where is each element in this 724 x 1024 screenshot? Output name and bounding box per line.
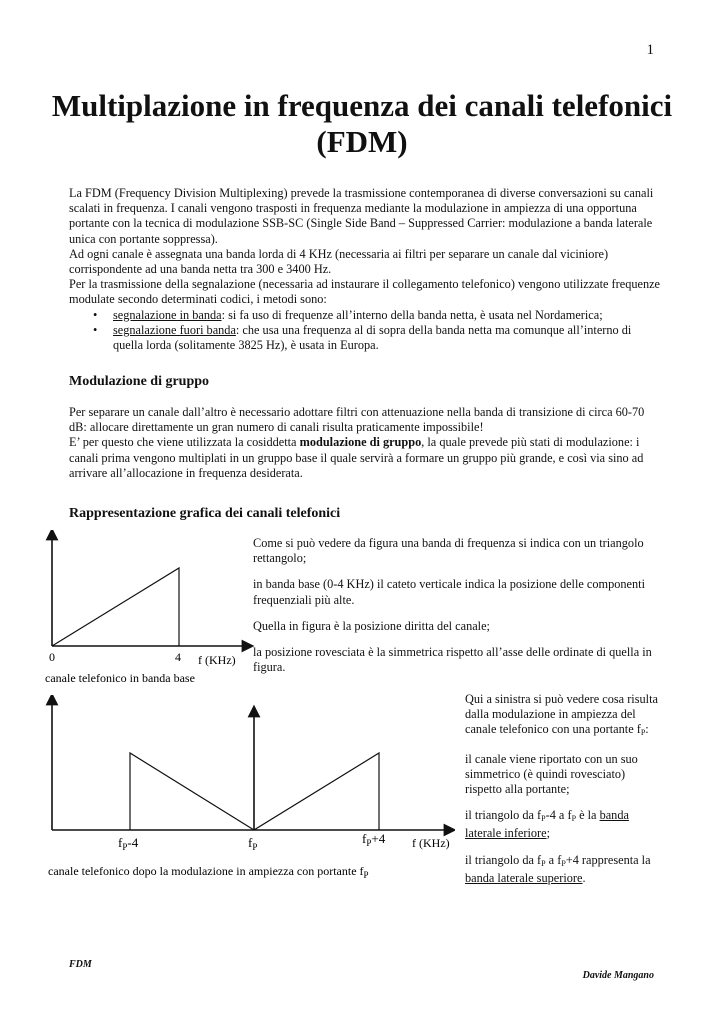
tick-label-4: 4 xyxy=(175,650,181,664)
description-paragraph xyxy=(465,808,665,841)
description-paragraph: il canale viene riportato con un suo simmetrico (è quindi rovesciato) rispetto alla portante; xyxy=(465,751,638,797)
footer-left: FDM xyxy=(69,959,92,970)
upper-sideband-triangle xyxy=(254,753,379,830)
list-term: segnalazione fuori banda xyxy=(113,322,236,337)
label-fragment: f xyxy=(248,835,253,850)
caption-fragment: canale telefonico dopo la modulazione in ampiezza con portante f xyxy=(48,864,364,878)
text-fragment: ; xyxy=(546,826,551,841)
label-subscript: P xyxy=(122,842,128,852)
subscript: P xyxy=(541,814,546,824)
text-fragment: il triangolo da f xyxy=(465,852,542,867)
list-text: : che usa una frequenza al di sopra della banda netta ma comunque all’interno di quella lorda (solitamente 3825 Hz), è usata in Europa. xyxy=(113,322,632,353)
channel-triangle xyxy=(52,568,179,646)
list-text: : si fa uso di frequenze all’interno della banda netta, è usata nel Nordamerica; xyxy=(221,307,603,322)
label-subscript: P xyxy=(252,842,258,852)
text-fragment: : xyxy=(645,722,649,737)
tick-label-fp xyxy=(248,835,257,852)
underlined-term: banda laterale superiore xyxy=(465,870,583,885)
text-fragment: , la quale prevede più stati di modulazione: i canali prima vengono multiplati in un gruppo base il quale servirà a formare un gruppo più grande, e così via sino ad arrivare all’allocazione in frequenza desiderata. xyxy=(69,435,644,480)
text-fragment: E’ per questo che viene utilizzata la cosiddetta xyxy=(69,435,300,450)
label-subscript: P xyxy=(366,838,372,848)
label-fragment: -4 xyxy=(127,835,139,850)
page-title: Multiplazione in frequenza dei canali telefonici (FDM) xyxy=(51,88,673,159)
text-fragment: -4 a f xyxy=(545,808,572,823)
footer-author: Davide Mangano xyxy=(582,970,654,981)
description-paragraph: Quella in figura è la posizione diritta del canale; xyxy=(253,618,490,633)
text-fragment: è la xyxy=(576,808,600,823)
list-term: segnalazione in banda xyxy=(113,307,222,322)
text-fragment: il triangolo da f xyxy=(465,808,542,823)
intro-paragraph-1: La FDM (Frequency Division Multiplexing) prevede la trasmissione contemporanea di diverse conversazioni su canali scalati in frequenza. I canali vengono trasposti in frequenza mediante la modulazione in ampiezza di una opportuna portante con la tecnica di modulazione SSB-SC (Single Side Band – Suppressed Carrier: modulazione a banda laterale unica con portante soppressa). xyxy=(69,186,654,246)
description-paragraph xyxy=(465,692,665,741)
description-paragraph: in banda base (0-4 KHz) il cateto verticale indica la posizione delle componenti frequenziali più alte. xyxy=(253,577,645,607)
subscript: P xyxy=(541,858,546,868)
modulated-channel-figure xyxy=(40,695,455,885)
text-fragment: +4 rappresenta la xyxy=(565,852,651,867)
section-heading-modulazione: Modulazione di gruppo xyxy=(69,374,210,389)
figure-2-description xyxy=(465,692,665,897)
signaling-list xyxy=(69,308,661,354)
x-axis-label: f (KHz) xyxy=(198,653,236,667)
caption-subscript: P xyxy=(363,870,369,880)
list-item xyxy=(113,308,661,323)
intro-paragraph-2: Ad ogni canale è assegnata una banda lorda di 4 KHz (necessaria ai filtri per separare un canale dal viciniore) corrispondente ad una banda netta tra 300 e 3400 Hz. xyxy=(69,246,609,277)
text-fragment: Qui a sinistra si può vedere cosa risulta dalla modulazione in ampiezza del canale telefonico con una portante f xyxy=(465,692,658,737)
underlined-term: banda laterale inferiore xyxy=(465,808,629,841)
baseband-channel-figure xyxy=(40,530,255,690)
description-paragraph xyxy=(465,853,665,886)
label-fragment: +4 xyxy=(371,831,386,846)
intro-paragraph-3: Per la trasmissione della segnalazione (necessaria ad instaurare il collegamento telefonico) vengono utilizzate frequenze modulate secondo determinati codici, i metodi sono: xyxy=(69,277,661,307)
page-number: 1 xyxy=(646,42,654,58)
lower-sideband-triangle xyxy=(130,753,254,830)
modulation-paragraph-1: Per separare un canale dall’altro è necessario adottare filtri con attenuazione nella banda di transizione di circa 60-70 dB: allocare direttamente un gran numero di canali risulta praticamente impossibile! xyxy=(69,405,645,435)
figure-1-description xyxy=(253,536,663,686)
x-axis-label: f (KHz) xyxy=(412,836,450,850)
list-item xyxy=(113,323,661,353)
subscript: P xyxy=(571,814,577,824)
description-paragraph: la posizione rovesciata è la simmetrica rispetto all’asse delle ordinate di quella in figura. xyxy=(253,645,652,675)
modulation-section xyxy=(69,405,659,481)
section-heading-rappresentazione: Rappresentazione grafica dei canali telefonici xyxy=(69,506,341,521)
tick-label-0: 0 xyxy=(49,650,55,664)
description-paragraph: Come si può vedere da figura una banda di frequenza si indica con un triangolo rettangolo; xyxy=(253,536,644,566)
figure-caption xyxy=(48,864,369,880)
tick-label-fp-minus-4 xyxy=(118,835,139,852)
subscript: P xyxy=(561,858,566,868)
tick-label-fp-plus-4 xyxy=(362,831,386,848)
text-fragment: . xyxy=(582,870,586,885)
modulation-paragraph-2 xyxy=(69,435,659,481)
subscript: P xyxy=(640,728,646,738)
text-fragment: a f xyxy=(545,852,562,867)
figure-caption: canale telefonico in banda base xyxy=(45,671,195,685)
intro-section xyxy=(69,186,661,353)
label-fragment: f xyxy=(362,831,367,846)
bold-term: modulazione di gruppo xyxy=(299,435,422,450)
label-fragment: f xyxy=(118,835,123,850)
